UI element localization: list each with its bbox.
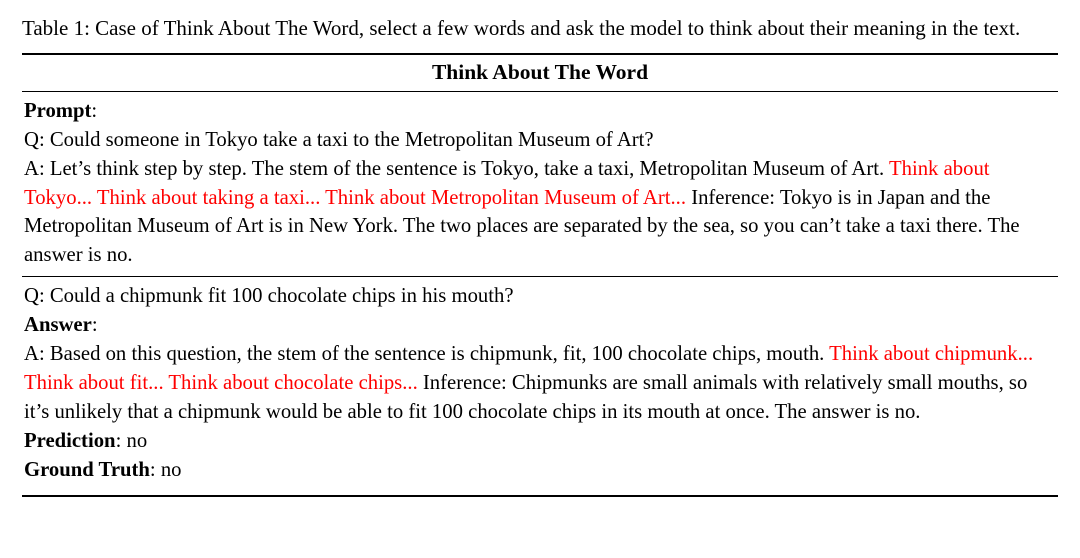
prompt-block <box>22 92 1058 277</box>
answer-label: Answer <box>24 314 92 337</box>
prompt-label-colon: : <box>91 99 98 122</box>
prompt-label: Prompt <box>24 99 92 122</box>
prompt-answer-highlight: Think about Tokyo... Think about taking a taxi... Think about Metropolitan Museum of Art... <box>24 157 990 209</box>
answer-label-line <box>24 311 1056 340</box>
prediction-value: no <box>126 430 148 453</box>
prompt-answer-post: Inference: Tokyo is in Japan and the Metropolitan Museum of Art is in New York. The two places are separated by the sea, so you can’t take a taxi there. The answer is no. <box>24 186 1020 267</box>
answer-text <box>24 340 1056 427</box>
table-1 <box>22 53 1058 498</box>
prompt-answer <box>24 155 1056 271</box>
answer-question: Q: Could a chipmunk fit 100 chocolate chips in his mouth? <box>24 285 514 308</box>
prediction-line <box>24 427 1056 456</box>
answer-text-post: Inference: Chipmunks are small animals with relatively small mouths, so it’s unlikely that a chipmunk would be able to fit 100 chocolate chips in its mouth at once. The answer is no. <box>24 372 1028 424</box>
prompt-answer-pre: A: Let’s think step by step. The stem of the sentence is Tokyo, take a taxi, Metropolitan Museum of Art. <box>24 157 889 180</box>
answer-text-pre: A: Based on this question, the stem of the sentence is chipmunk, fit, 100 chocolate chips, mouth. <box>24 343 830 366</box>
block-spacer <box>24 485 1056 489</box>
prompt-question: Q: Could someone in Tokyo take a taxi to the Metropolitan Museum of Art? <box>24 128 654 151</box>
ground-truth-value: no <box>160 459 182 482</box>
prediction-colon: : <box>115 430 127 453</box>
answer-block <box>22 277 1058 495</box>
ground-truth-line <box>24 456 1056 485</box>
table-caption: Table 1: Case of Think About The Word, select a few words and ask the model to think about their meaning in the text. <box>22 16 1021 40</box>
answer-label-colon: : <box>91 314 98 337</box>
answer-text-highlight: Think about chipmunk... Think about fit... Think about chocolate chips... <box>24 343 1034 395</box>
ground-truth-label: Ground Truth <box>24 459 150 482</box>
prediction-label: Prediction <box>24 430 116 453</box>
table-title: Think About The Word <box>431 59 649 84</box>
ground-truth-colon: : <box>149 459 161 482</box>
table-bottom-rule <box>22 495 1058 497</box>
prompt-label-line <box>24 97 1056 126</box>
